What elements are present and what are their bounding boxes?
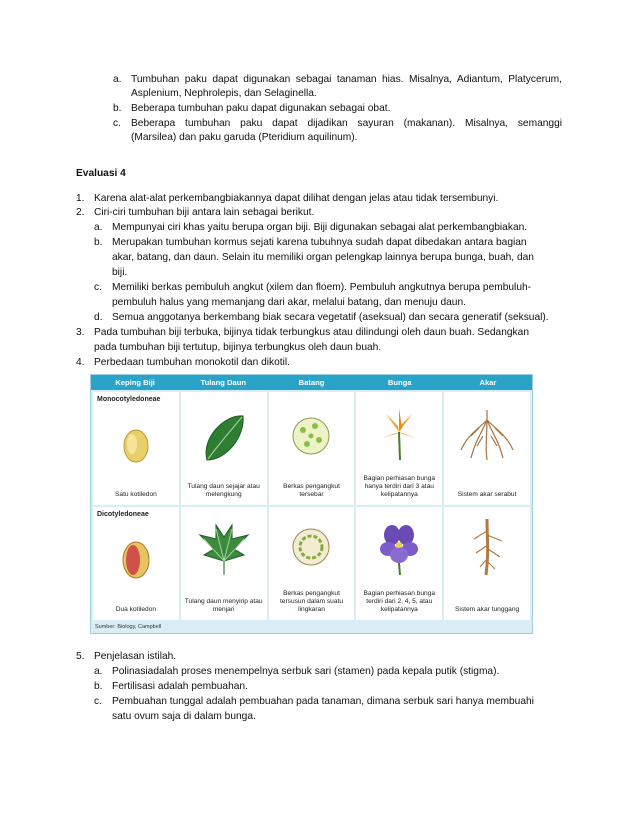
list-marker: a. xyxy=(113,74,122,85)
cell-caption: Sistem akar serabut xyxy=(457,491,517,498)
lily-flower-icon xyxy=(376,402,422,462)
list-item-text: Semua anggotanya berkembang biak secara vegetatif (aseksual) dan secara generatif (seksual). xyxy=(112,312,549,323)
cell-caption: Satu kotiledon xyxy=(115,491,157,498)
list-marker: b. xyxy=(94,681,103,692)
section-heading: Evaluasi 4 xyxy=(76,168,126,179)
list-item-text: Asplenium, Nephrolepis, dan Selaginella. xyxy=(131,88,317,99)
column-header: Keping Biji xyxy=(115,378,155,387)
table-cell xyxy=(181,507,267,620)
list-item-text: Ciri-ciri tumbuhan biji antara lain sebagai berikut. xyxy=(94,207,315,218)
list-marker: 3. xyxy=(76,327,85,338)
table-cell xyxy=(93,507,179,620)
list-marker: c. xyxy=(113,118,121,129)
cell-caption: Tulang daun sejajar atau melengkung xyxy=(187,483,260,498)
list-item-text: Pada tumbuhan biji terbuka, bijinya tidak terbungkus atau dilindungi oleh daun buah. Sedangkan xyxy=(94,327,529,338)
cell-caption: Bagian perhiasan bunga terdiri dari 2, 4, 5, atau kelipatannya xyxy=(363,590,436,613)
list-item-text: Beberapa tumbuhan paku dapat digunakan sebagai obat. xyxy=(131,103,391,114)
column-header: Batang xyxy=(298,378,325,387)
list-marker: a. xyxy=(94,222,103,233)
table-cell xyxy=(269,507,355,620)
list-marker: a. xyxy=(94,666,103,677)
list-marker: b. xyxy=(94,237,103,248)
table-grid xyxy=(93,392,530,620)
list-item-text: Tumbuhan paku dapat digunakan sebagai tanaman hias. Misalnya, Adiantum, Platycerum, xyxy=(131,74,562,85)
list-item-text: Beberapa tumbuhan paku dapat dijadikan sayuran (makanan). Misalnya, semanggi xyxy=(131,118,562,129)
taproot-icon xyxy=(462,517,512,577)
table-cell xyxy=(356,392,442,505)
cell-caption: Dua kotiledon xyxy=(115,606,157,613)
cell-caption: Tulang daun menyirip atau menjari xyxy=(184,598,263,613)
table-cell xyxy=(356,507,442,620)
cell-caption: Bagian perhiasan bunga hanya terdiri dari 3 atau kelipatannya xyxy=(363,475,436,498)
group-label: Dicotyledoneae xyxy=(97,511,149,518)
list-item-text: Mempunyai ciri khas yaitu berupa organ biji. Biji digunakan sebagai alat perkembangbiakan. xyxy=(112,222,528,233)
list-marker: c. xyxy=(94,696,102,707)
figure-source: Sumber: Biology, Campbell xyxy=(95,624,162,630)
monocot-seed-icon xyxy=(116,426,156,466)
table-cell xyxy=(444,507,530,620)
list-item-text: akar, batang, dan daun. Selain itu memiliki organ pelengkap lainnya berupa bunga, buah, dan xyxy=(112,252,534,263)
list-item-text: Memiliki berkas pembuluh angkut (xilem dan floem). Pembuluh angkutnya berupa pembuluh- xyxy=(112,282,532,293)
list-marker: c. xyxy=(94,282,102,293)
list-item-text: Penjelasan istilah. xyxy=(94,651,177,662)
table-cell xyxy=(444,392,530,505)
list-marker: 5. xyxy=(76,651,85,662)
monocot-dicot-table xyxy=(90,374,533,634)
list-item-text: satu ovum saja di dalam bunga. xyxy=(112,711,256,722)
list-item-text: biji. xyxy=(112,267,128,278)
cell-caption: Berkas pengangkut tersusun dalam suatu lingkaran xyxy=(279,590,344,613)
list-marker: d. xyxy=(94,312,103,323)
list-item-text: Fertilisasi adalah pembuahan. xyxy=(112,681,248,692)
table-header xyxy=(91,375,532,390)
cell-caption: Berkas pengangkut tersebar xyxy=(283,483,340,498)
table-cell xyxy=(269,392,355,505)
group-label: Monocotyledoneae xyxy=(97,396,161,403)
dicot-seed-icon xyxy=(116,537,156,583)
list-item-text: pada tumbuhan biji tertutup, bijinya terbungkus oleh daun buah. xyxy=(94,342,382,353)
scattered-stem-icon xyxy=(289,414,333,458)
list-item-text: Merupakan tumbuhan kormus sejati karena tubuhnya sudah dapat dibedakan antara bagian xyxy=(112,237,527,248)
list-marker: 2. xyxy=(76,207,85,218)
list-marker: b. xyxy=(113,103,122,114)
list-item-text: Karena alat-alat perkembangbiakannya dapat dilihat dengan jelas atau tidak tersembunyi. xyxy=(94,193,499,204)
ring-stem-icon xyxy=(289,525,333,569)
violet-flower-icon xyxy=(376,519,422,575)
cell-caption: Sistem akar tunggang xyxy=(455,606,520,613)
list-item-text: Polinasiadalah proses menempelnya serbuk sari (stamen) pada kepala putik (stigma). xyxy=(112,666,500,677)
list-item-text: Pembuahan tunggal adalah pembuahan pada tanaman, dimana serbuk sari hanya membuahi xyxy=(112,696,534,707)
parallel-leaf-icon xyxy=(199,410,249,466)
palmate-leaf-icon xyxy=(196,521,252,581)
list-item-text: pembuluh halus yang memanjang dari akar, melalui batang, dan menuju daun. xyxy=(112,297,466,308)
list-item-text: Perbedaan tumbuhan monokotil dan dikotil. xyxy=(94,357,290,368)
column-header: Akar xyxy=(479,378,497,387)
column-header: Bunga xyxy=(387,378,412,387)
table-cell xyxy=(93,392,179,505)
list-marker: 1. xyxy=(76,193,85,204)
list-marker: 4. xyxy=(76,357,85,368)
fibrous-root-icon xyxy=(457,406,517,462)
list-item-text: (Marsilea) dan paku garuda (Pteridium aquilinum). xyxy=(131,132,358,143)
table-cell xyxy=(181,392,267,505)
column-header: Tulang Daun xyxy=(200,378,247,387)
